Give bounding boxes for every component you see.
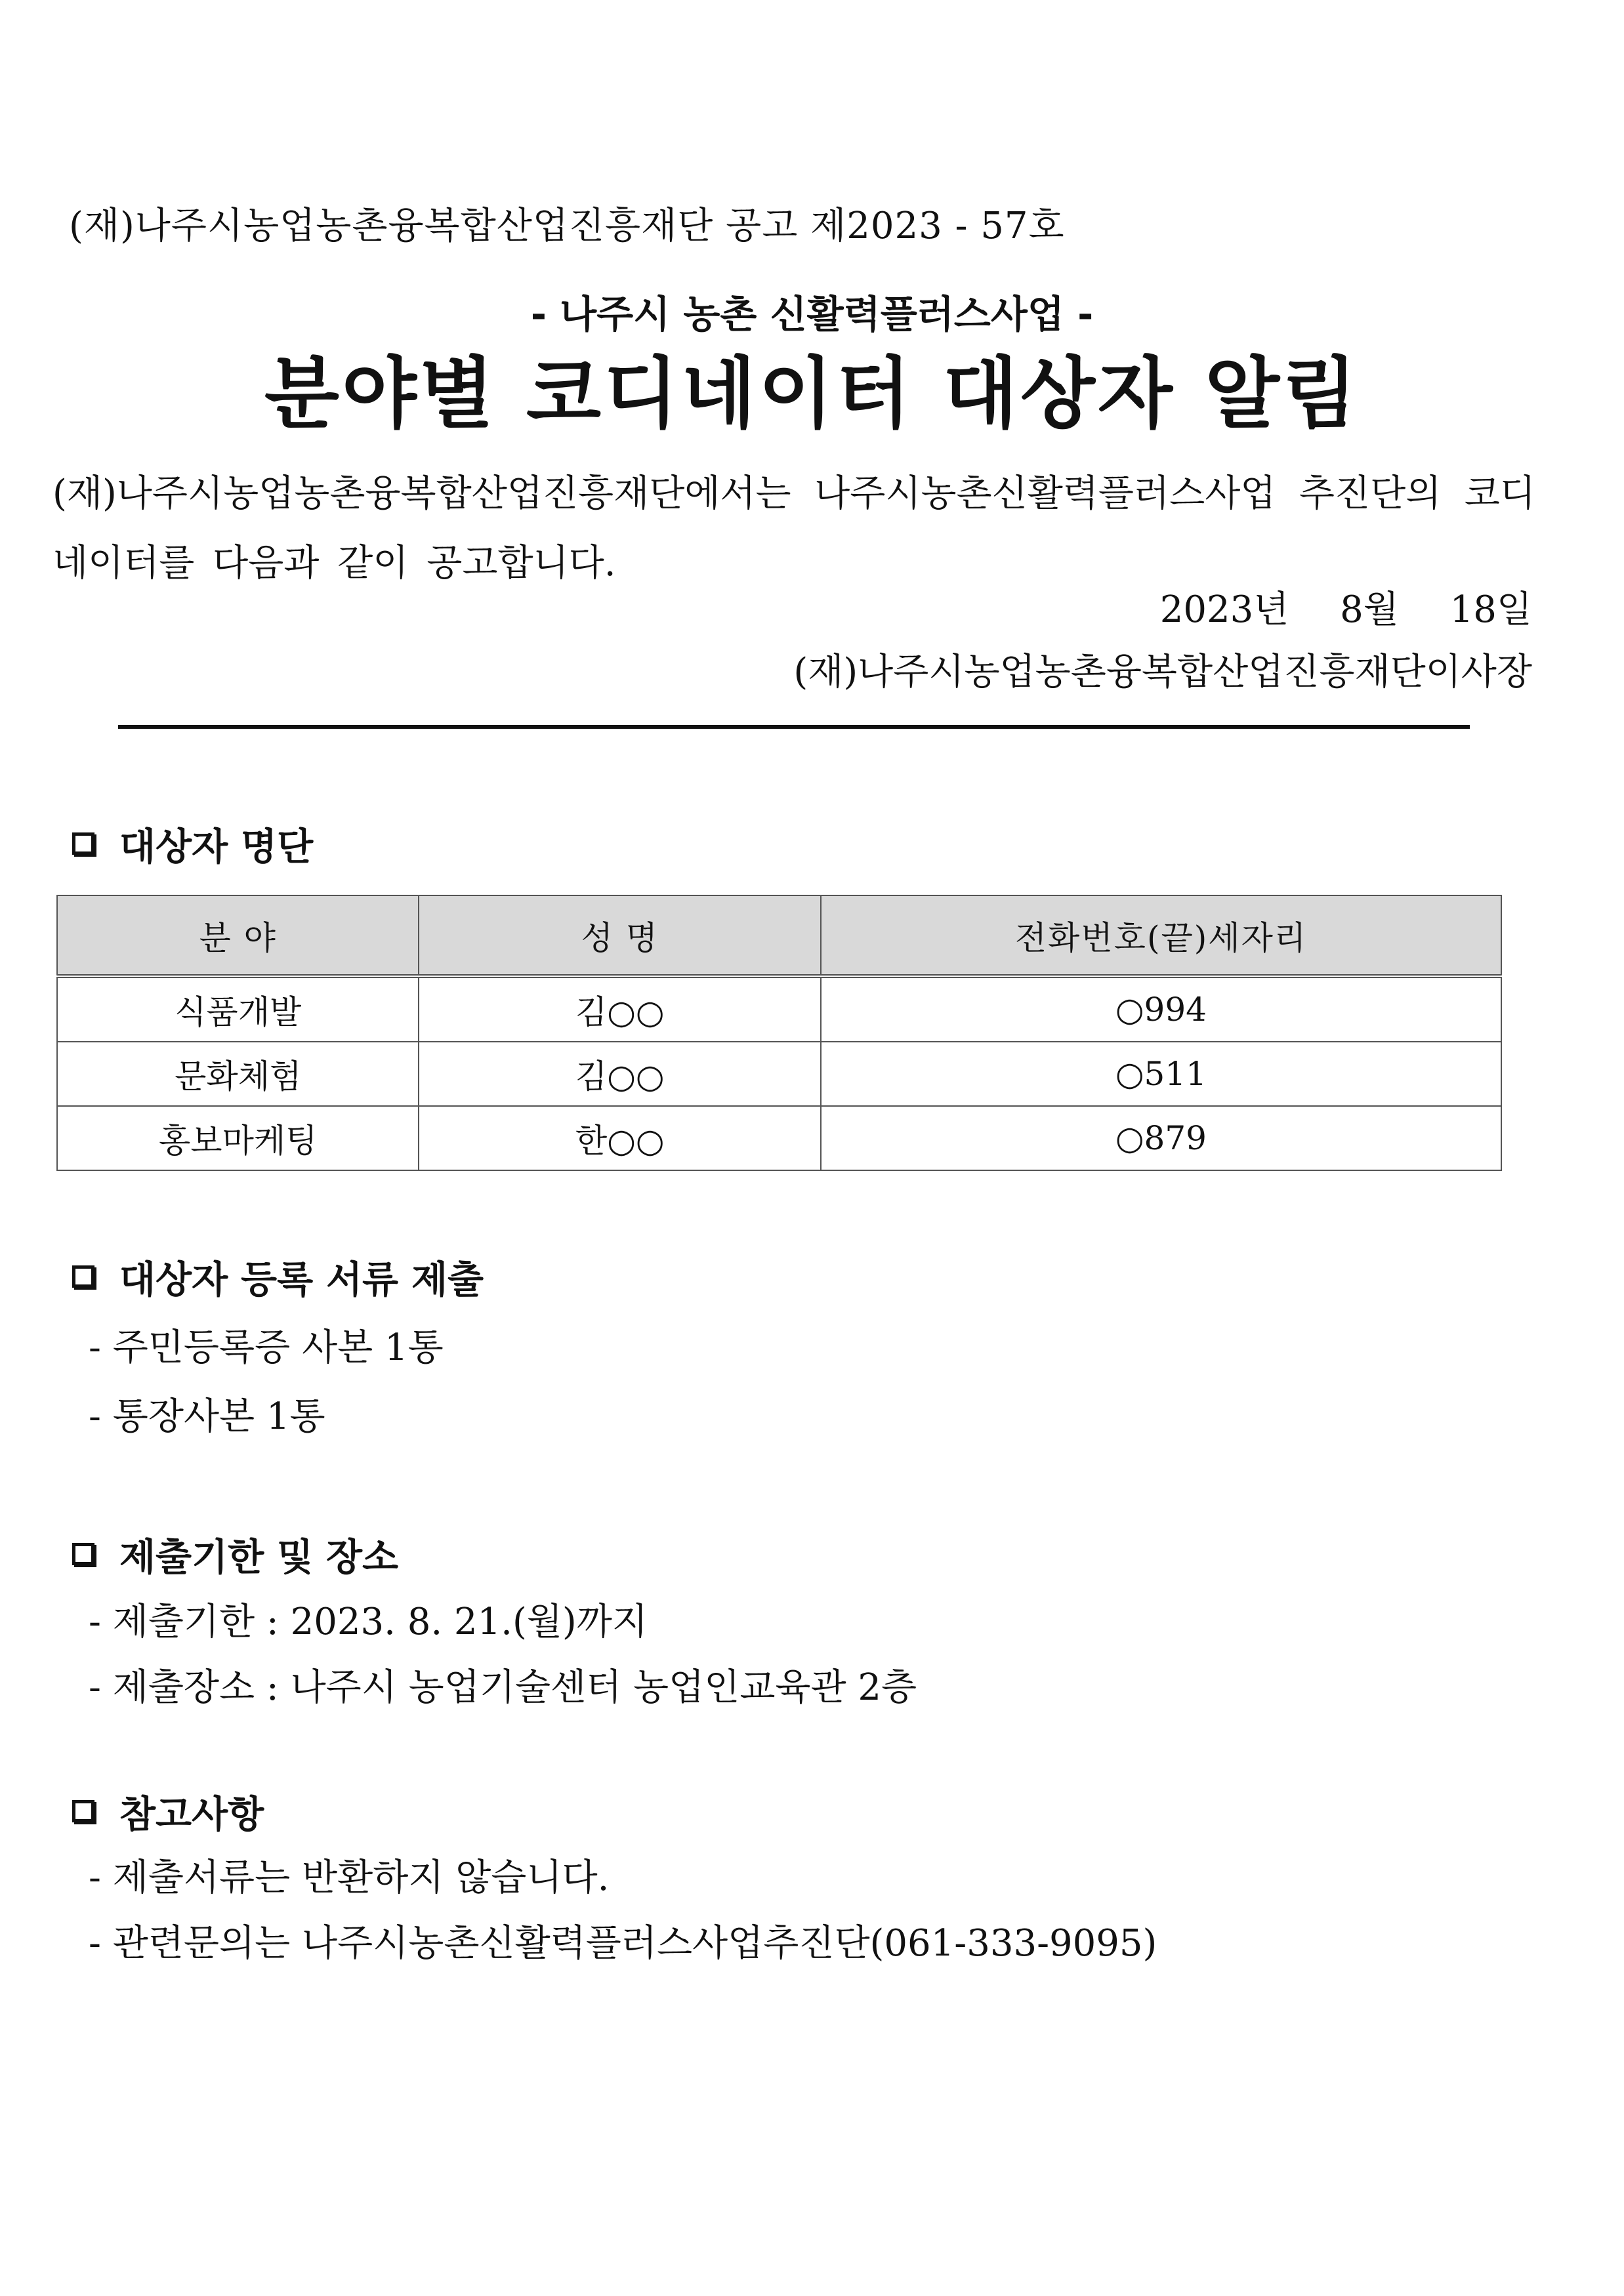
notice-number: (재)나주시농업농촌융복합산업진흥재단 공고 제2023 - 57호 [69, 205, 1065, 247]
header-divider [118, 725, 1470, 729]
cell-phone: ○511 [821, 1042, 1501, 1106]
checkbox-square-icon [72, 832, 94, 855]
section-title: 참고사항 [119, 1792, 264, 1836]
checkbox-square-icon [72, 1543, 94, 1565]
table-row [57, 1106, 1501, 1170]
table-header-row [57, 895, 1501, 976]
column-header-field: 분 야 [57, 895, 419, 976]
cell-name: 김○○ [419, 1042, 820, 1106]
section-notes-heading [72, 1784, 264, 1838]
column-header-phone: 전화번호(끝)세자리 [821, 895, 1501, 976]
notice-date: 2023년 8월 18일 [1159, 588, 1532, 631]
list-item: - 제출서류는 반환하지 않습니다. [89, 1856, 610, 1899]
notice-sender: (재)나주시농업농촌융복합산업진흥재단이사장 [793, 651, 1532, 693]
column-header-name: 성 명 [419, 895, 820, 976]
document-title: 분야별 코디네이터 대상자 알림 [264, 348, 1360, 439]
list-item: - 통장사본 1통 [89, 1395, 325, 1438]
table-row [57, 1042, 1501, 1106]
checkbox-square-icon [72, 1800, 94, 1822]
section-title: 대상자 명단 [119, 825, 314, 869]
intro-paragraph: (재)나주시농업농촌융복합산업진흥재단에서는 나주시농촌신활력플러스사업 추진단의 코디네이터를 다음과 같이 공고합니다. [52, 472, 1535, 584]
roster-table [56, 895, 1502, 1171]
cell-name: 한○○ [419, 1106, 820, 1170]
list-item: - 주민등록증 사본 1통 [89, 1326, 444, 1369]
section-documents-heading [72, 1250, 484, 1303]
document-subtitle: - 나주시 농촌 신활력플러스사업 - [530, 292, 1094, 337]
list-item: - 제출장소 : 나주시 농업기술센터 농업인교육관 2층 [89, 1666, 917, 1709]
list-item: - 제출기한 : 2023. 8. 21.(월)까지 [89, 1601, 648, 1643]
section-deadline-heading [72, 1527, 398, 1581]
table-row [57, 976, 1501, 1042]
cell-phone: ○879 [821, 1106, 1501, 1170]
list-item: - 관련문의는 나주시농촌신활력플러스사업추진단(061-333-9095) [89, 1922, 1157, 1965]
section-title: 제출기한 및 장소 [119, 1535, 399, 1579]
cell-field: 홍보마케팅 [57, 1106, 419, 1170]
section-roster-heading [72, 817, 313, 871]
cell-phone: ○994 [821, 976, 1501, 1042]
checkbox-square-icon [72, 1265, 94, 1288]
cell-field: 식품개발 [57, 976, 419, 1042]
cell-field: 문화체험 [57, 1042, 419, 1106]
cell-name: 김○○ [419, 976, 820, 1042]
section-title: 대상자 등록 서류 제출 [119, 1258, 484, 1302]
